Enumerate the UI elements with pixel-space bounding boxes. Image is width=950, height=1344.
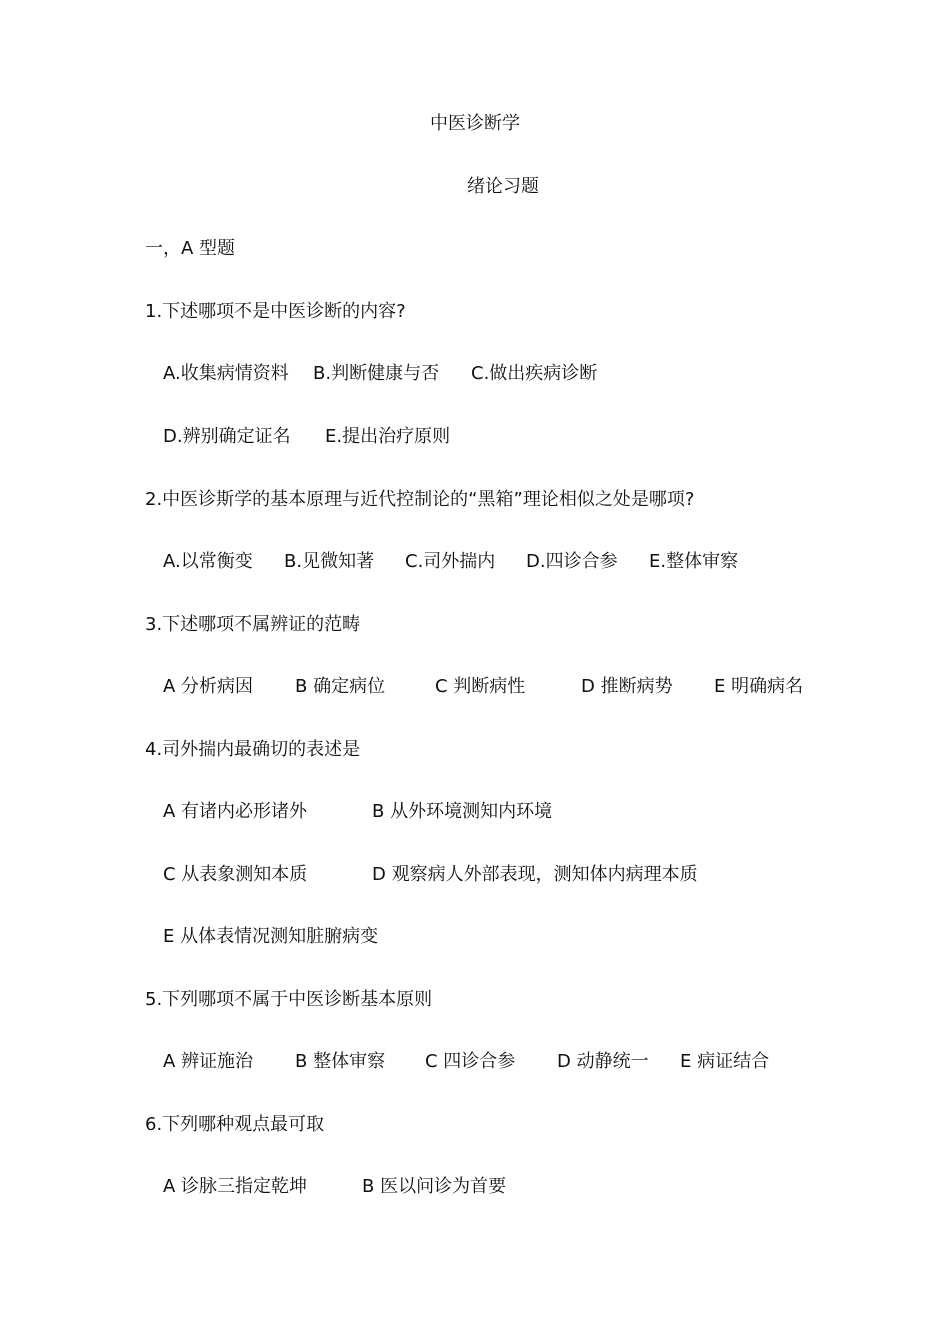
option: B 医以问诊为首要	[362, 1176, 507, 1197]
option: C.司外揣内	[405, 551, 496, 572]
option: D.四诊合参	[526, 551, 618, 572]
option: E.提出治疗原则	[325, 426, 451, 447]
option: B 整体审察	[295, 1051, 386, 1072]
document-title: 中医诊断学	[430, 113, 520, 134]
question-stem: 1.下述哪项不是中医诊断的内容?	[145, 301, 406, 322]
question-stem: 5.下列哪项不属于中医诊断基本原则	[145, 989, 433, 1010]
question-stem: 2.中医诊斯学的基本原理与近代控制论的“黑箱”理论相似之处是哪项?	[145, 489, 695, 510]
question-stem: 4.司外揣内最确切的表述是	[145, 739, 361, 760]
option: E 从体表情况测知脏腑病变	[163, 926, 379, 947]
option: A 诊脉三指定乾坤	[163, 1176, 308, 1197]
option: C 四诊合参	[425, 1051, 516, 1072]
option: D 观察病人外部表现，测知体内病理本质	[372, 864, 698, 885]
option: D.辨别确定证名	[163, 426, 291, 447]
option: D 推断病势	[581, 676, 673, 697]
option: E 明确病名	[714, 676, 804, 697]
option: C 从表象测知本质	[163, 864, 308, 885]
option: E.整体审察	[649, 551, 739, 572]
question-stem: 3.下述哪项不属辨证的范畴	[145, 614, 361, 635]
option: B.见微知著	[284, 551, 375, 572]
option: D 动静统一	[557, 1051, 649, 1072]
option: A 有诸内必形诸外	[163, 801, 308, 822]
option: B 确定病位	[295, 676, 386, 697]
document-subtitle: 绪论习题	[467, 176, 539, 197]
option: B.判断健康与否	[313, 363, 440, 384]
option: A 辨证施治	[163, 1051, 254, 1072]
option: A.收集病情资料	[163, 363, 289, 384]
option: A.以常衡变	[163, 551, 253, 572]
question-stem: 6.下列哪种观点最可取	[145, 1114, 325, 1135]
option: B 从外环境测知内环境	[372, 801, 553, 822]
option: C 判断病性	[435, 676, 526, 697]
option: A 分析病因	[163, 676, 254, 697]
section-heading: 一，A 型题	[145, 238, 236, 259]
option: E 病证结合	[680, 1051, 770, 1072]
option: C.做出疾病诊断	[471, 363, 598, 384]
